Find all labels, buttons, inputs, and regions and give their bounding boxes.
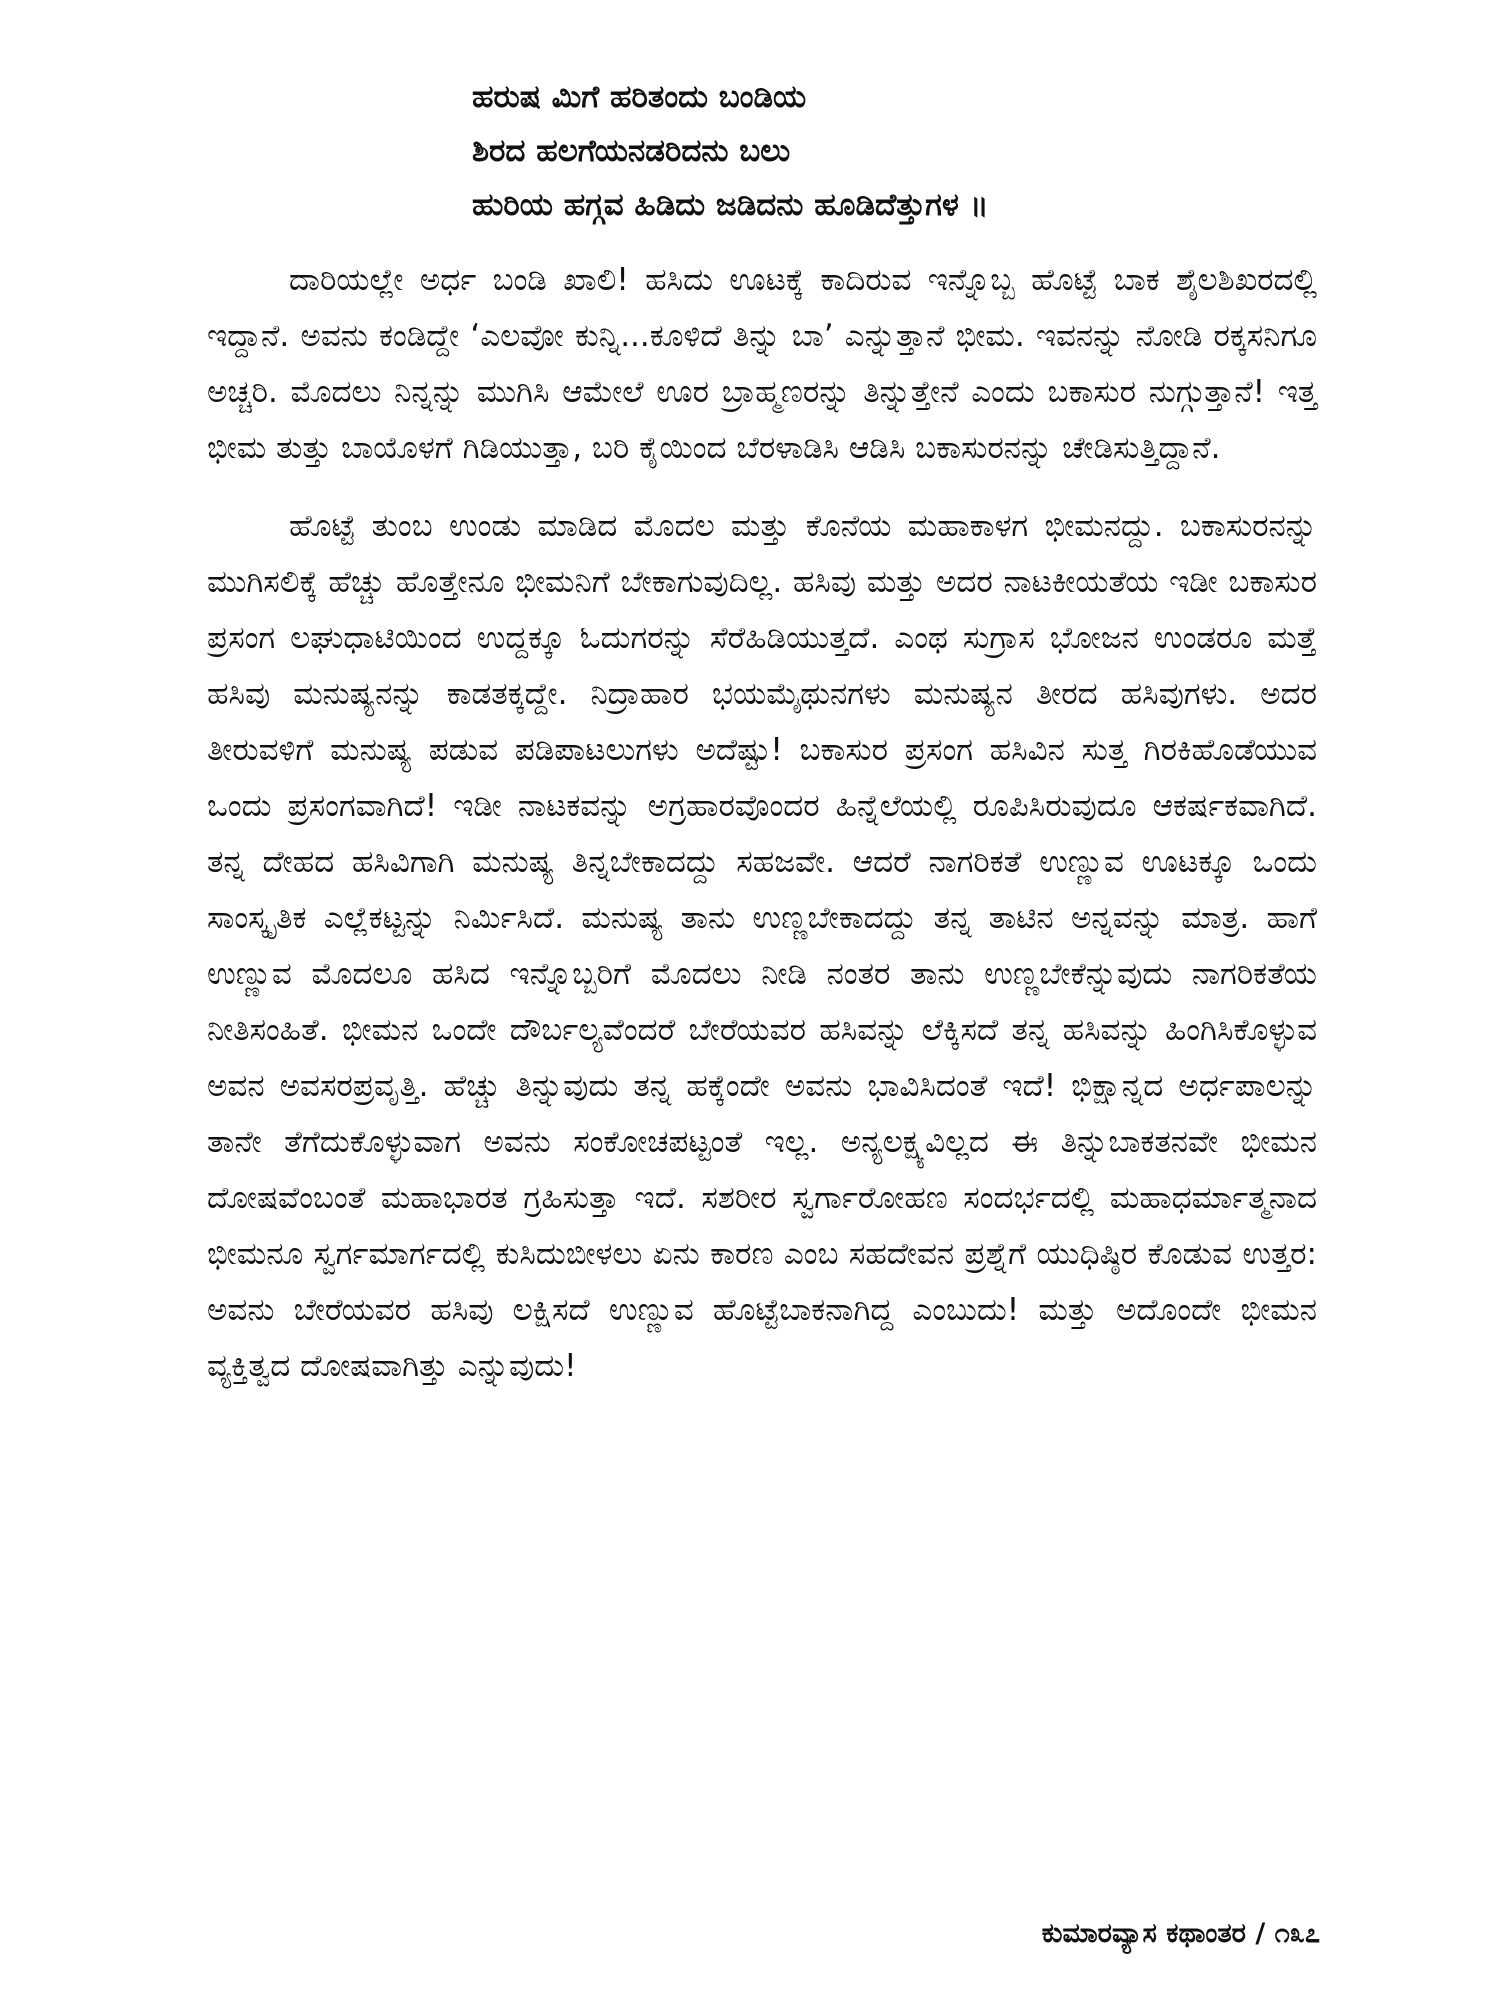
verse-line: ಶಿರದ ಹಲಗೆಯನಡರಿದನು ಬಲು — [472, 133, 791, 169]
paragraph: ಹೊಟ್ಟೆ ತುಂಬ ಉಂಡು ಮಾಡಿದ ಮೊದಲ ಮತ್ತು ಕೊನೆಯ ಮಹಾಕಾಳಗ ಭೀಮನದ್ದು. ಬಕಾಸುರನನ್ನು ಮುಗಿಸಲಿಕ್ಕೆ ಹೆಚ್ಚು ಹೊತ್ತೇನೂ ಭೀಮನಿಗೆ ಬೇಕಾಗುವುದಿಲ್ಲ. ಹಸಿವು ಮತ್ತು ಅದರ ನಾಟಕೀಯತೆಯ ಇಡೀ ಬಕಾಸುರ ಪ್ರಸಂಗ ಲಘುಧಾಟಿಯಿಂದ ಉದ್ದಕ್ಕೂ ಓದುಗರನ್ನು ಸೆರೆಹಿಡಿಯುತ್ತದೆ. ಎಂಥ ಸುಗ್ರಾಸ ಭೋಜನ ಉಂಡರೂ ಮತ್ತೆ ಹಸಿವು ಮನುಷ್ಯನನ್ನು ಕಾಡತಕ್ಕದ್ದೇ. ನಿದ್ರಾಹಾರ ಭಯಮೈಥುನಗಳು ಮನುಷ್ಯನ ತೀರದ ಹಸಿವುಗಳು. ಅದರ ತೀರುವಳಿಗೆ ಮನುಷ್ಯ ಪಡುವ ಪಡಿಪಾಟಲುಗಳು ಅದೆಷ್ಟು! ಬಕಾಸುರ ಪ್ರಸಂಗ ಹಸಿವಿನ ಸುತ್ತ ಗಿರಕಿಹೊಡೆಯುವ ಒಂದು ಪ್ರಸಂಗವಾಗಿದೆ! ಇಡೀ ನಾಟಕವನ್ನು ಅಗ್ರಹಾರವೊಂದರ ಹಿನ್ನೆಲೆಯಲ್ಲಿ ರೂಪಿಸಿರುವುದೂ ಆಕರ್ಷಕವಾಗಿದೆ. ತನ್ನ ದೇಹದ ಹಸಿವಿಗಾಗಿ ಮನುಷ್ಯ ತಿನ್ನಬೇಕಾದದ್ದು ಸಹಜವೇ. ಆದರೆ ನಾಗರಿಕತೆ ಉಣ್ಣುವ ಊಟಕ್ಕೂ ಒಂದು ಸಾಂಸ್ಕೃತಿಕ ಎಲ್ಲೆಕಟ್ಟನ್ನು ನಿರ್ಮಿಸಿದೆ. ಮನುಷ್ಯ ತಾನು ಉಣ್ಣಬೇಕಾದದ್ದು ತನ್ನ ತಾಟಿನ ಅನ್ನವನ್ನು ಮಾತ್ರ. ಹಾಗೆ ಉಣ್ಣುವ ಮೊದಲೂ ಹಸಿದ ಇನ್ನೊಬ್ಬರಿಗೆ ಮೊದಲು ನೀಡಿ ನಂತರ ತಾನು ಉಣ್ಣಬೇಕೆನ್ನುವುದು ನಾಗರಿಕತೆಯ ನೀತಿಸಂಹಿತೆ. ಭೀಮನ ಒಂದೇ ದೌರ್ಬಲ್ಯವೆಂದರೆ ಬೇರೆಯವರ ಹಸಿವನ್ನು ಲೆಕ್ಕಿಸದೆ ತನ್ನ ಹಸಿವನ್ನು ಹಿಂಗಿಸಿಕೊಳ್ಳುವ ಅವನ ಅವಸರಪ್ರವೃತ್ತಿ. ಹೆಚ್ಚು ತಿನ್ನುವುದು ತನ್ನ ಹಕ್ಕೆಂದೇ ಅವನು ಭಾವಿಸಿದಂತೆ ಇದೆ! ಭಿಕ್ಷಾನ್ನದ ಅರ್ಧಪಾಲನ್ನು ತಾನೇ ತೆಗೆದುಕೊಳ್ಳುವಾಗ ಅವನು ಸಂಕೋಚಪಟ್ಟಂತೆ ಇಲ್ಲ. ಅನ್ಯಲಕ್ಷ್ಯವಿಲ್ಲದ ಈ ತಿನ್ನುಬಾಕತನವೇ ಭೀಮನ ದೋಷವೆಂಬಂತೆ ಮಹಾಭಾರತ ಗ್ರಹಿಸುತ್ತಾ ಇದೆ. ಸಶರೀರ ಸ್ವರ್ಗಾರೋಹಣ ಸಂದರ್ಭದಲ್ಲಿ ಮಹಾಧರ್ಮಾತ್ಮನಾದ ಭೀಮನೂ ಸ್ವರ್ಗಮಾರ್ಗದಲ್ಲಿ ಕುಸಿದುಬೀಳಲು ಏನು ಕಾರಣ ಎಂಬ ಸಹದೇವನ ಪ್ರಶ್ನೆಗೆ ಯುಧಿಷ್ಠಿರ ಕೊಡುವ ಉತ್ತರ: ಅವನು ಬೇರೆಯವರ ಹಸಿವು ಲಕ್ಷಿಸದೆ ಉಣ್ಣುವ ಹೊಟ್ಟೆಬಾಕನಾಗಿದ್ದ ಎಂಬುದು! ಮತ್ತು ಅದೊಂದೇ ಭೀಮನ ವ್ಯಕ್ತಿತ್ವದ ದೋಷವಾಗಿತ್ತು ಎನ್ನುವುದು! — [207, 508, 1317, 1384]
verse-line: ಹರುಷ ಮಿಗೆ ಹರಿತಂದು ಬಂಡಿಯ — [472, 79, 807, 115]
body-text — [207, 252, 1317, 1416]
running-footer: ಕುಮಾರವ್ಯಾಸ ಕಥಾಂತರ / ೧೩೭ — [1041, 1918, 1320, 1949]
verse-line: ಹುರಿಯ ಹಗ್ಗವ ಹಿಡಿದು ಜಡಿದನು ಹೂಡಿದೆತ್ತುಗಳ ॥ — [472, 187, 989, 223]
verse-block — [472, 70, 1372, 232]
paragraph: ದಾರಿಯಲ್ಲೇ ಅರ್ಧ ಬಂಡಿ ಖಾಲಿ! ಹಸಿದು ಊಟಕ್ಕೆ ಕಾದಿರುವ ಇನ್ನೊಬ್ಬ ಹೊಟ್ಟೆ ಬಾಕ ಶೈಲಶಿಖರದಲ್ಲಿ ಇದ್ದಾನೆ. ಅವನು ಕಂಡಿದ್ದೇ ‘ಎಲವೋ ಕುನ್ನಿ...ಕೂಳಿದೆ ತಿನ್ನು ಬಾ’ ಎನ್ನುತ್ತಾನೆ ಭೀಮ. ಇವನನ್ನು ನೋಡಿ ರಕ್ಕಸನಿಗೂ ಅಚ್ಚರಿ. ಮೊದಲು ನಿನ್ನನ್ನು ಮುಗಿಸಿ ಆಮೇಲೆ ಊರ ಬ್ರಾಹ್ಮಣರನ್ನು ತಿನ್ನುತ್ತೇನೆ ಎಂದು ಬಕಾಸುರ ನುಗ್ಗುತ್ತಾನೆ! ಇತ್ತ ಭೀಮ ತುತ್ತು ಬಾಯೊಳಗೆ ಗಿಡಿಯುತ್ತಾ, ಬರಿ ಕೈಯಿಂದ ಬೆರಳಾಡಿಸಿ ಆಡಿಸಿ ಬಕಾಸುರನನ್ನು ಚೇಡಿಸುತ್ತಿದ್ದಾನೆ. — [207, 262, 1317, 466]
